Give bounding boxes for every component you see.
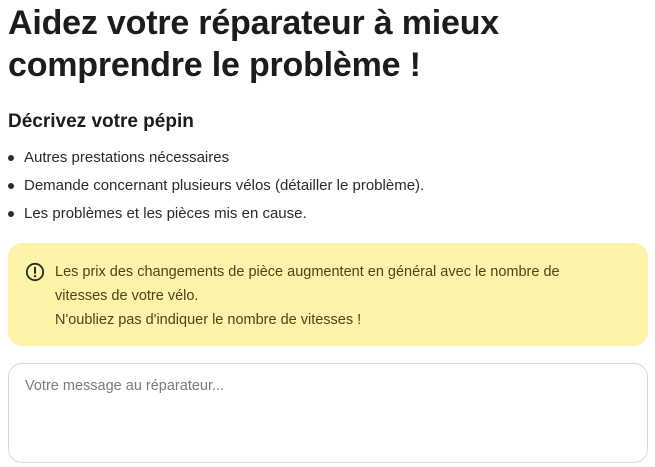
instructions-list (8, 144, 648, 228)
alert-text-line: N'oubliez pas d'indiquer le nombre de vitesses ! (55, 312, 362, 328)
exclamation-circle-icon (25, 262, 45, 282)
info-alert (8, 243, 648, 346)
list-item-text: Autres prestations nécessaires (24, 149, 230, 166)
list-item (8, 200, 648, 228)
bullet-dot (8, 155, 14, 161)
message-textarea[interactable] (8, 363, 648, 463)
page-title-line-2: comprendre le problème ! (8, 46, 421, 84)
alert-text-line: vitesses de votre vélo. (55, 288, 199, 304)
alert-text-line: Les prix des changements de pièce augmentent en général avec le nombre de (55, 264, 560, 280)
repair-request-form (8, 0, 648, 228)
list-item (8, 172, 648, 200)
list-item-text: Demande concernant plusieurs vélos (détailler le problème). (24, 177, 425, 194)
section-subtitle: Décrivez votre pépin (8, 111, 194, 132)
bullet-dot (8, 211, 14, 217)
page-title (8, 0, 648, 86)
bullet-dot (8, 183, 14, 189)
page-title-line-1: Aidez votre réparateur à mieux (8, 4, 499, 42)
list-item (8, 144, 648, 172)
list-item-text: Les problèmes et les pièces mis en cause. (24, 205, 307, 222)
